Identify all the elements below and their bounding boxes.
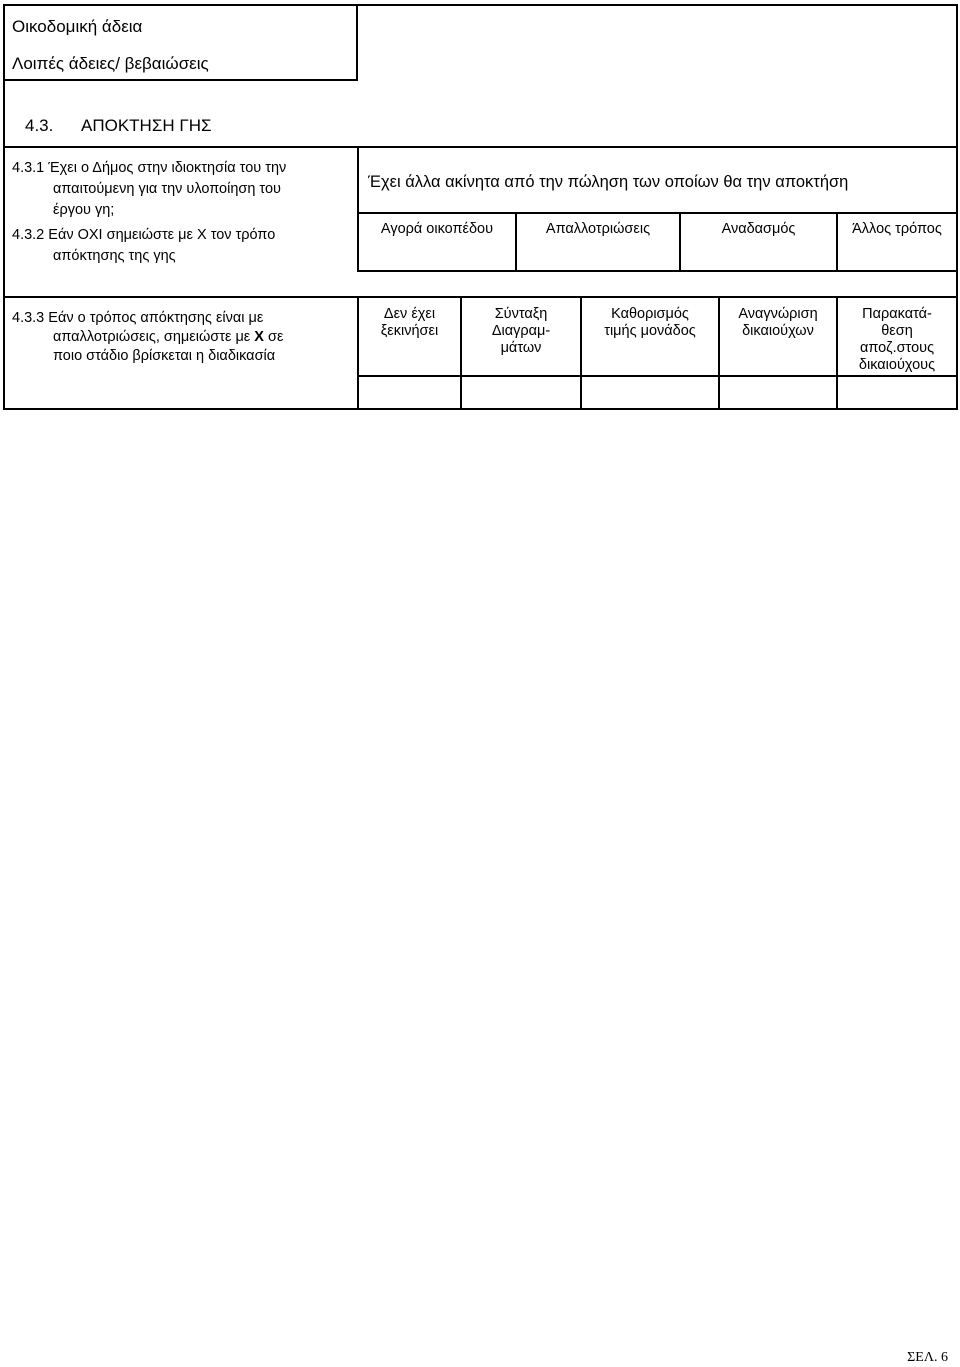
q3-label-line2: απαλλοτριώσεις, σημειώστε με Χ σε xyxy=(53,329,284,345)
section-number: 4.3. xyxy=(25,116,54,135)
option-land-purchase: Αγορά οικοπέδου xyxy=(380,221,494,237)
q1-label-line1: 4.3.1 Έχει ο Δήμος στην ιδιοκτησία του την xyxy=(12,160,287,176)
q2-label-line2: απόκτησης της γης xyxy=(53,248,176,264)
page-number: ΣΕΛ. 6 xyxy=(907,1350,948,1365)
section-title: ΑΠΟΚΤΗΣΗ ΓΗΣ xyxy=(81,116,212,135)
stage-unit-price-line1: Καθορισμός xyxy=(611,306,689,322)
option-other-method: Άλλος τρόπος xyxy=(852,221,942,237)
stage-not-started-line2: ξεκινήσει xyxy=(380,323,439,339)
option-land-consolidation: Αναδασμός xyxy=(721,221,796,237)
stage-deposit-line4: δικαιούχους xyxy=(858,357,936,373)
stage-not-started-line1: Δεν έχει xyxy=(383,306,436,322)
stage-diagrams-line1: Σύνταξη xyxy=(494,306,548,322)
q1-label-line3: έργου γη; xyxy=(53,202,115,218)
header-subtitle: Λοιπές άδειες/ βεβαιώσεις xyxy=(12,54,209,73)
q2-label-line1: 4.3.2 Εάν ΟΧΙ σημειώστε με Χ τον τρόπο xyxy=(12,227,276,243)
acquisition-options-table xyxy=(357,146,958,272)
header-title: Οικοδομική άδεια xyxy=(12,17,143,36)
stages-row-line xyxy=(357,375,958,377)
stage-beneficiaries-line2: δικαιούχων xyxy=(742,323,814,339)
q3-label-line1: 4.3.3 Εάν ο τρόπος απόκτησης είναι με xyxy=(12,310,264,326)
stage-diagrams-line3: μάτων xyxy=(500,340,542,356)
stage-deposit-line3: αποζ.στους xyxy=(859,340,935,356)
acquisition-heading: Έχει άλλα ακίνητα από την πώληση των οποίων θα την αποκτήση xyxy=(368,173,849,191)
option-expropriations: Απαλλοτριώσεις xyxy=(545,221,651,237)
stage-unit-price-line2: τιμής μονάδος xyxy=(604,323,696,339)
options-row-top-line xyxy=(357,212,958,214)
stage-beneficiaries-line1: Αναγνώριση xyxy=(738,306,818,322)
stage-diagrams-line2: Διαγραμ- xyxy=(491,323,551,339)
options-bottom-line xyxy=(3,296,958,298)
stage-deposit-line1: Παρακατά- xyxy=(862,306,932,322)
q1-label-line2: απαιτούμενη για την υλοποίηση του xyxy=(53,181,281,197)
q3-label-line3: ποιο στάδιο βρίσκεται η διαδικασία xyxy=(53,348,276,364)
stage-deposit-line2: θεση xyxy=(881,323,913,339)
